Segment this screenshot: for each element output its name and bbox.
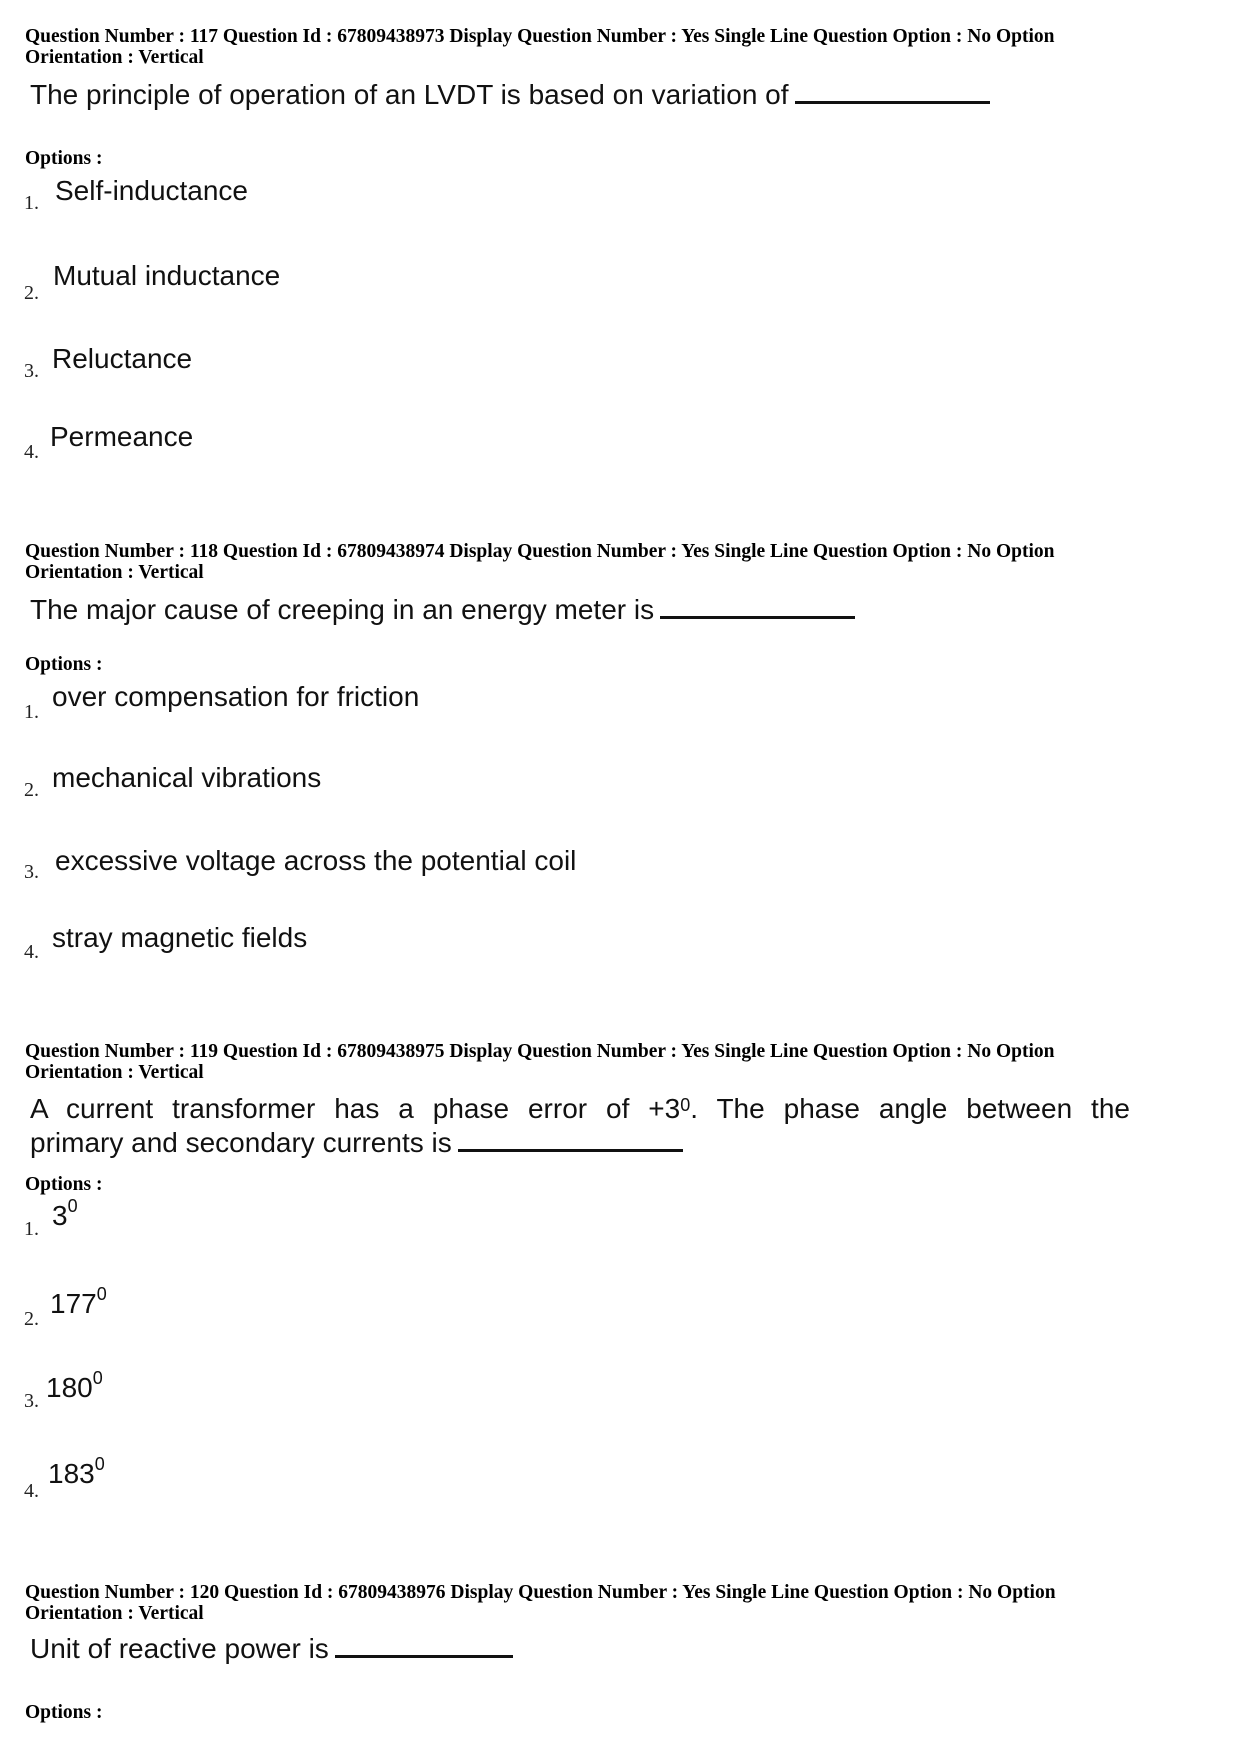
- option-text[interactable]: over compensation for friction: [52, 681, 420, 712]
- options-label: Options :: [25, 1702, 103, 1723]
- question-text: [30, 593, 855, 627]
- option-text[interactable]: $183^0$: [48, 1454, 105, 1489]
- answer-blank: [335, 1633, 513, 1658]
- degree-superscript: 0: [680, 1095, 691, 1115]
- question-text: [30, 78, 990, 112]
- option-text[interactable]: $3^0$: [52, 1196, 78, 1231]
- option-number: 3.: [24, 360, 39, 382]
- option-number: 3.: [24, 1390, 39, 1412]
- option-number: 1.: [24, 701, 39, 723]
- question-stem: The major cause of creeping in an energy meter is: [30, 594, 655, 625]
- option-number: 1.: [24, 192, 39, 214]
- option-number: 2.: [24, 1308, 39, 1330]
- option-number: 3.: [24, 861, 39, 883]
- options-label: Options :: [25, 654, 103, 675]
- option-text[interactable]: excessive voltage across the potential coil: [55, 845, 577, 876]
- option-text[interactable]: Permeance: [50, 421, 194, 452]
- option-text[interactable]: Self-inductance: [55, 175, 249, 206]
- question-header: [25, 1041, 1205, 1083]
- options-label: Options :: [25, 148, 103, 169]
- question-header: [25, 541, 1205, 583]
- option-number: 4.: [24, 441, 39, 463]
- question-meta-line: Question Number : 119 Question Id : 67809438975 Display Question Number : Yes Single Line Question Option : No Option: [25, 1041, 1055, 1062]
- option-text[interactable]: stray magnetic fields: [52, 922, 308, 953]
- question-stem-line: A current transformer has a phase error of $+3^0$. The phase angle between the: [30, 1093, 1130, 1124]
- question-text: [30, 1092, 1130, 1160]
- answer-blank: [660, 594, 855, 619]
- answer-blank: [795, 79, 990, 104]
- option-number: 4.: [24, 941, 39, 963]
- option-text[interactable]: $177^0$: [50, 1284, 107, 1319]
- option-number: 1.: [24, 1218, 39, 1240]
- option-text[interactable]: Reluctance: [52, 343, 193, 374]
- question-meta-line: Orientation : Vertical: [25, 1603, 204, 1624]
- answer-blank: [458, 1127, 683, 1152]
- question-stem: The principle of operation of an LVDT is based on variation of: [30, 79, 789, 110]
- question-meta-line: Question Number : 117 Question Id : 67809438973 Display Question Number : Yes Single Line Question Option : No Option: [25, 26, 1055, 47]
- question-header: [25, 1582, 1205, 1624]
- option-number: 2.: [24, 779, 39, 801]
- question-text: [30, 1632, 513, 1666]
- question-meta-line: Question Number : 120 Question Id : 67809438976 Display Question Number : Yes Single Line Question Option : No Option: [25, 1582, 1056, 1603]
- question-meta-line: Orientation : Vertical: [25, 47, 204, 68]
- option-number: 4.: [24, 1480, 39, 1502]
- option-text[interactable]: $180^0$: [46, 1368, 103, 1403]
- options-label: Options :: [25, 1174, 103, 1195]
- question-stem-line: primary and secondary currents is: [30, 1127, 452, 1158]
- question-meta-line: Orientation : Vertical: [25, 1062, 204, 1083]
- question-header: [25, 26, 1205, 68]
- option-text[interactable]: Mutual inductance: [53, 260, 281, 291]
- option-text[interactable]: mechanical vibrations: [52, 762, 322, 793]
- question-stem: Unit of reactive power is: [30, 1633, 329, 1664]
- question-meta-line: Orientation : Vertical: [25, 562, 204, 583]
- question-meta-line: Question Number : 118 Question Id : 67809438974 Display Question Number : Yes Single Line Question Option : No Option: [25, 541, 1055, 562]
- option-number: 2.: [24, 282, 39, 304]
